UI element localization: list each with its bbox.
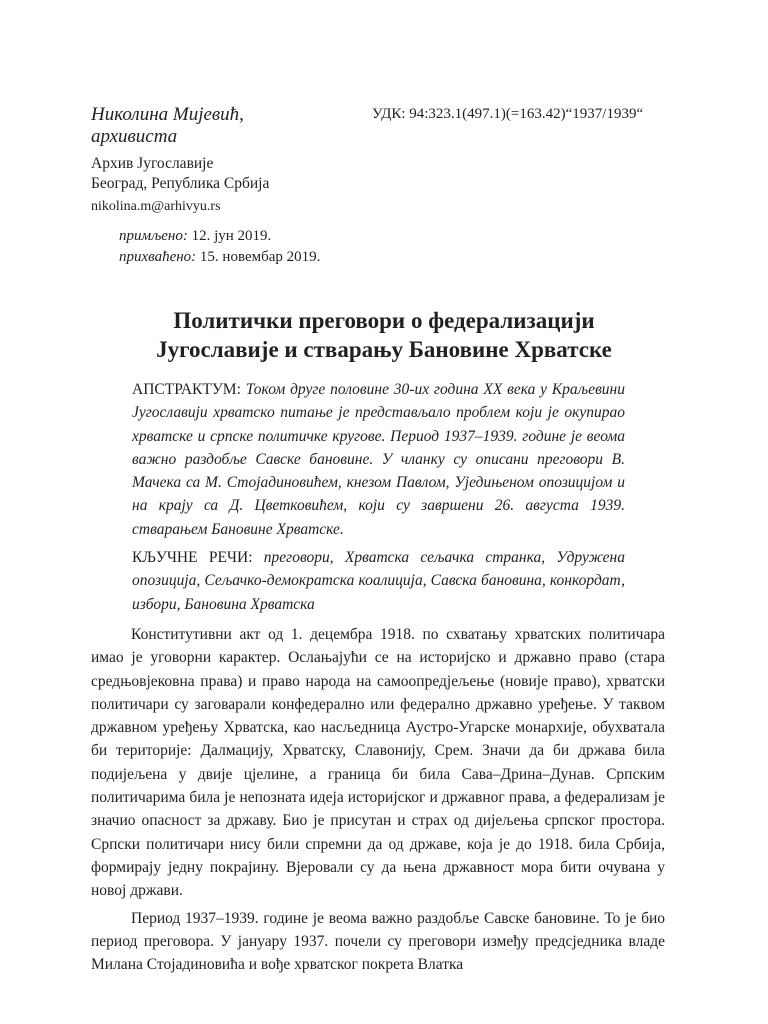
body-paragraph-2: Период 1937–1939. године је веома важно раздобље Савске бановине. То је био период преговора. У јануару 1937. почели су преговори између предсједника владе Милана Стојадиновића и вође хрватског покрета Влатка <box>91 909 665 974</box>
keywords-label: КЉУЧНЕ РЕЧИ: <box>132 549 253 566</box>
received-label: примљено: <box>119 228 188 244</box>
author-block <box>91 104 244 148</box>
article-title <box>91 306 677 364</box>
body-text <box>91 623 665 976</box>
body-paragraph-1: Конститутивни акт од 1. децембра 1918. по схватању хрватских политичара имао је уговорни карактер. Ослањајући се на историјско и државно право (стара средњовјековна права) и право народа на самоопредјељење (новије право), хрватски политичари су заговарали конфедерално или федерално државно уређење. У таквом државном уређењу Хрватска, као насљедница Аустро-Угарске монархије, обухватала би територије: Далмацију, Хрватску, Славонију, Срем. Значи да би држава била подијељена у двије цјелине, а граница би била Сава–Дрина–Дунав. Српским политичарима била је непозната идеја историјског и државног права, а федерализам је значио опасност за државу. Био је присутан и страх од дијељења српског простора. Српски политичари нису били спремни да од државе, која је до 1918. била Србија, формирају једну покрајину. Вјеровали су да њена државност мора бити очувана у новој држави. <box>91 626 665 900</box>
received-date: 12. јун 2019. <box>191 228 272 244</box>
author-email: nikolina.m@arhivyu.rs <box>91 199 221 214</box>
title-line-1: Политички преговори о федерализацији <box>173 308 595 333</box>
accepted-date: 15. новембар 2019. <box>199 249 321 265</box>
keywords <box>132 546 625 616</box>
udk-code: УДК: 94:323.1(497.1)(=163.42)“1937/1939“ <box>372 106 644 122</box>
accepted-line <box>119 247 320 268</box>
abstract <box>132 378 625 541</box>
abstract-label: АПСТРАКТУМ: <box>132 381 241 398</box>
institution-block <box>91 154 269 194</box>
institution-location: Београд, Република Србија <box>91 175 270 192</box>
received-line <box>119 226 320 247</box>
submission-dates <box>119 226 320 268</box>
institution-name: Архив Југославије <box>91 155 214 172</box>
abstract-text: Током друге половине 30-их година XX века у Краљевини Југославији хрватско питање је представљало проблем који је окупирао хрватске и српске политичке кругове. Период 1937–1939. године је веома важно раздобље Савске бановине. У чланку су описани преговори В. Мачека са М. Стојадиновићем, кнезом Павлом, Уједињеном опозицијом и на крају са Д. Цветковићем, који су завршени 26. августа 1939. стварањем Бановине Хрватске. <box>132 381 625 538</box>
author-role: архивиста <box>91 126 178 147</box>
author-name: Николина Мијевић, <box>91 104 244 125</box>
title-line-2: Југославије и стварању Бановине Хрватске <box>156 337 612 362</box>
keywords-text: преговори, Хрватска сељачка странка, Удружена опозиција, Сељачко-демократска коалиција, Савска бановина, конкордат, избори, Бановина Хрватска <box>132 549 625 613</box>
accepted-label: прихваћено: <box>119 249 197 265</box>
